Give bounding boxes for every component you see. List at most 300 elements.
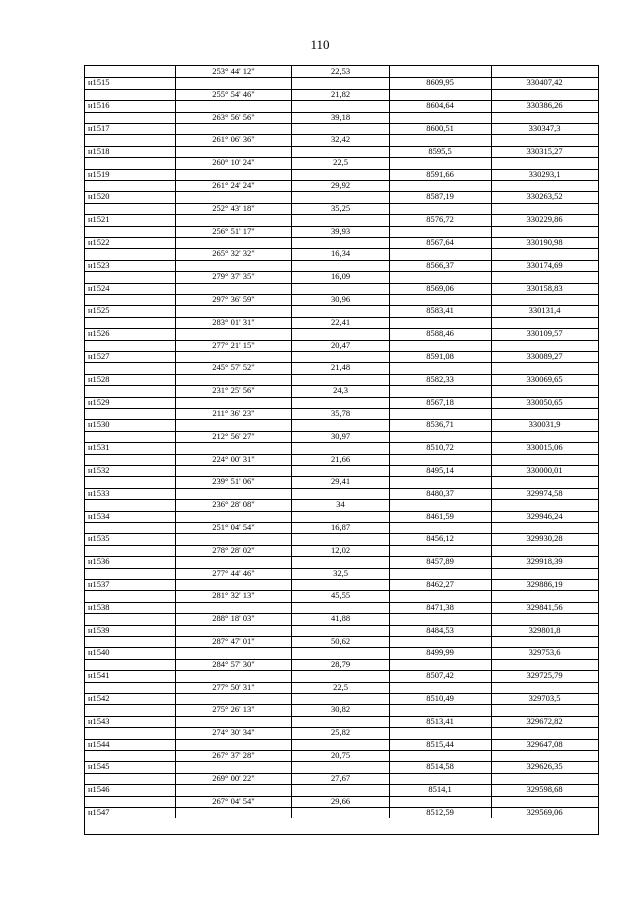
segment-row [85, 682, 598, 693]
segment-row [85, 704, 598, 715]
direction-angle-cell: 297° 36' 59" [212, 294, 255, 304]
point-row [85, 716, 598, 727]
row-divider [85, 716, 598, 717]
point-name-cell: н1536 [88, 556, 110, 567]
segment-row [85, 248, 598, 259]
point-name-cell: н1528 [88, 373, 110, 384]
direction-angle-cell: 260° 10' 24" [212, 157, 255, 168]
row-divider [85, 442, 598, 443]
segment-length-cell: 21,82 [330, 88, 351, 99]
point-name-cell: н1547 [88, 807, 110, 817]
column-divider [291, 66, 292, 818]
segment-row [85, 294, 598, 305]
point-name-cell: н1540 [88, 647, 110, 658]
segment-row [85, 476, 598, 487]
x-coordinate-cell: 8583,41 [426, 305, 454, 316]
direction-angle-cell: 267° 04' 54" [212, 795, 255, 806]
page-number: 110 [310, 37, 330, 52]
point-row [85, 169, 598, 180]
segment-length-cell: 25,82 [330, 727, 351, 738]
point-row [85, 556, 598, 567]
direction-angle-cell: 253° 44' 12" [212, 66, 255, 76]
row-divider [85, 773, 598, 774]
x-coordinate-cell: 8567,64 [426, 237, 454, 247]
direction-angle-cell: 274° 30' 34" [212, 727, 255, 738]
y-coordinate-cell: 329918,39 [526, 556, 563, 567]
x-coordinate-cell: 8595,5 [428, 145, 452, 156]
point-name-cell: н1527 [88, 351, 110, 361]
direction-angle-cell: 231° 25' 56" [212, 385, 255, 396]
segment-length-cell: 29,41 [330, 476, 351, 487]
row-divider [85, 134, 598, 135]
segment-length-cell: 16,87 [330, 522, 351, 532]
y-coordinate-cell: 330229,86 [526, 214, 563, 225]
direction-angle-cell: 277° 50' 31" [212, 681, 255, 692]
y-coordinate-cell: 329598,68 [526, 784, 563, 795]
segment-row [85, 431, 598, 442]
direction-angle-cell: 267° 37' 28" [212, 750, 255, 760]
row-divider [85, 271, 598, 272]
segment-row [85, 454, 598, 465]
row-divider [85, 704, 598, 705]
y-coordinate-cell: 329569,06 [526, 807, 563, 817]
x-coordinate-cell: 8456,12 [426, 533, 454, 544]
point-name-cell: н1530 [88, 419, 110, 430]
point-name-cell: н1546 [88, 784, 110, 795]
point-row [85, 351, 598, 362]
x-coordinate-cell: 8513,41 [426, 715, 454, 726]
point-name-cell: н1539 [88, 624, 110, 635]
direction-angle-cell: 255° 54' 46" [212, 88, 255, 99]
row-divider [85, 351, 598, 352]
x-coordinate-cell: 8510,49 [426, 693, 454, 703]
y-coordinate-cell: 329946,24 [526, 510, 563, 521]
point-row [85, 807, 598, 818]
direction-angle-cell: 236° 28' 08" [212, 499, 255, 510]
row-divider [85, 625, 598, 626]
y-coordinate-cell: 330089,27 [526, 351, 563, 361]
row-divider [85, 408, 598, 409]
segment-length-cell: 21,66 [330, 453, 351, 464]
x-coordinate-cell: 8480,37 [426, 487, 454, 498]
x-coordinate-cell: 8582,33 [426, 373, 454, 384]
segment-length-cell: 22,41 [330, 316, 351, 327]
y-coordinate-cell: 330293,1 [528, 168, 561, 179]
row-divider [85, 89, 598, 90]
direction-angle-cell: 251° 04' 54" [212, 522, 255, 532]
segment-length-cell: 16,34 [330, 248, 351, 259]
y-coordinate-cell: 329753,6 [528, 647, 561, 658]
direction-angle-cell: 281° 32' 13" [212, 590, 255, 601]
point-name-cell: н1545 [88, 761, 110, 772]
point-row [85, 260, 598, 271]
x-coordinate-cell: 8514,1 [428, 784, 452, 795]
point-name-cell: н1529 [88, 396, 110, 407]
segment-length-cell: 21,48 [330, 362, 351, 373]
segment-length-cell: 39,18 [330, 111, 351, 122]
segment-length-cell: 27,67 [330, 772, 351, 783]
row-divider [85, 522, 598, 523]
point-name-cell: н1542 [88, 693, 110, 703]
direction-angle-cell: 283° 01' 31" [212, 316, 255, 327]
x-coordinate-cell: 8604,64 [426, 100, 454, 111]
point-row [85, 305, 598, 316]
y-coordinate-cell: 329974,58 [526, 487, 563, 498]
row-divider [85, 499, 598, 500]
x-coordinate-cell: 8461,59 [426, 510, 454, 521]
segment-row [85, 408, 598, 419]
x-coordinate-cell: 8499,99 [426, 647, 454, 658]
segment-length-cell: 24,3 [333, 385, 348, 396]
x-coordinate-cell: 8591,08 [426, 351, 454, 361]
y-coordinate-cell: 330050,65 [526, 396, 563, 407]
point-row [85, 647, 598, 658]
segment-row [85, 499, 598, 510]
segment-length-cell: 29,92 [330, 180, 351, 190]
point-row [85, 146, 598, 157]
y-coordinate-cell: 329672,82 [526, 715, 563, 726]
row-divider [85, 647, 598, 648]
row-divider [85, 169, 598, 170]
point-name-cell: н1525 [88, 305, 110, 316]
direction-angle-cell: 252° 43' 18" [212, 202, 255, 213]
x-coordinate-cell: 8566,37 [426, 259, 454, 270]
point-name-cell: н1522 [88, 237, 110, 247]
row-divider [85, 533, 598, 534]
segment-length-cell: 28,79 [330, 658, 351, 669]
segment-row [85, 590, 598, 601]
y-coordinate-cell: 330158,83 [526, 282, 563, 293]
y-coordinate-cell: 329801,8 [528, 624, 561, 635]
column-divider [491, 66, 492, 818]
coordinates-table [84, 65, 599, 835]
point-row [85, 77, 598, 88]
segment-length-cell: 35,25 [330, 202, 351, 213]
row-divider [85, 237, 598, 238]
direction-angle-cell: 256° 51' 17" [212, 225, 255, 236]
point-name-cell: н1538 [88, 601, 110, 612]
x-coordinate-cell: 8588,46 [426, 328, 454, 339]
point-name-cell: н1518 [88, 145, 110, 156]
y-coordinate-cell: 330174,69 [526, 259, 563, 270]
x-coordinate-cell: 8600,51 [426, 123, 454, 133]
point-row [85, 488, 598, 499]
x-coordinate-cell: 8484,53 [426, 624, 454, 635]
row-divider [85, 112, 598, 113]
row-divider [85, 374, 598, 375]
point-row [85, 442, 598, 453]
row-divider [85, 613, 598, 614]
direction-angle-cell: 239° 51' 06" [212, 476, 255, 487]
row-divider [85, 214, 598, 215]
point-name-cell: н1541 [88, 670, 110, 681]
row-divider [85, 590, 598, 591]
direction-angle-cell: 263° 56' 56" [212, 111, 255, 122]
row-divider [85, 180, 598, 181]
point-row [85, 214, 598, 225]
x-coordinate-cell: 8514,58 [426, 761, 454, 772]
segment-row [85, 385, 598, 396]
x-coordinate-cell: 8512,59 [426, 807, 454, 817]
point-row [85, 465, 598, 476]
segment-row [85, 226, 598, 237]
point-name-cell: н1534 [88, 510, 110, 521]
row-divider [85, 784, 598, 785]
row-divider [85, 146, 598, 147]
point-row [85, 191, 598, 202]
segment-length-cell: 22,5 [333, 681, 348, 692]
row-divider [85, 465, 598, 466]
point-name-cell: н1531 [88, 442, 110, 453]
row-divider [85, 602, 598, 603]
y-coordinate-cell: 329626,35 [526, 761, 563, 772]
x-coordinate-cell: 8609,95 [426, 77, 454, 88]
y-coordinate-cell: 329886,19 [526, 579, 563, 589]
y-coordinate-cell: 330015,06 [526, 442, 563, 453]
point-row [85, 693, 598, 704]
point-name-cell: н1544 [88, 738, 110, 749]
point-name-cell: н1521 [88, 214, 110, 225]
point-row [85, 625, 598, 636]
point-row [85, 100, 598, 111]
point-row [85, 761, 598, 772]
point-row [85, 328, 598, 339]
segment-row [85, 545, 598, 556]
row-divider [85, 305, 598, 306]
row-divider [85, 397, 598, 398]
x-coordinate-cell: 8495,14 [426, 465, 454, 475]
segment-row [85, 157, 598, 168]
row-divider [85, 727, 598, 728]
segment-length-cell: 29,66 [330, 795, 351, 806]
x-coordinate-cell: 8591,66 [426, 168, 454, 179]
segment-row [85, 362, 598, 373]
row-divider [85, 283, 598, 284]
direction-angle-cell: 269° 00' 22" [212, 772, 255, 783]
segment-row [85, 340, 598, 351]
segment-length-cell: 20,47 [330, 339, 351, 350]
row-divider [85, 340, 598, 341]
point-row [85, 579, 598, 590]
x-coordinate-cell: 8457,89 [426, 556, 454, 567]
direction-angle-cell: 287° 47' 01" [212, 636, 255, 646]
point-name-cell: н1519 [88, 168, 110, 179]
row-divider [85, 454, 598, 455]
direction-angle-cell: 211° 36' 23" [212, 408, 255, 418]
row-divider [85, 670, 598, 671]
point-name-cell: н1517 [88, 123, 110, 133]
y-coordinate-cell: 329703,5 [528, 693, 561, 703]
segment-length-cell: 39,93 [330, 225, 351, 236]
segment-length-cell: 12,02 [330, 544, 351, 555]
point-row [85, 237, 598, 248]
y-coordinate-cell: 330190,98 [526, 237, 563, 247]
y-coordinate-cell: 330386,26 [526, 100, 563, 111]
segment-length-cell: 30,82 [330, 704, 351, 715]
row-divider [85, 191, 598, 192]
y-coordinate-cell: 329930,28 [526, 533, 563, 544]
x-coordinate-cell: 8569,06 [426, 282, 454, 293]
y-coordinate-cell: 330069,65 [526, 373, 563, 384]
direction-angle-cell: 224° 00' 31" [212, 453, 255, 464]
point-row [85, 511, 598, 522]
row-divider [85, 419, 598, 420]
segment-row [85, 112, 598, 123]
row-divider [85, 568, 598, 569]
x-coordinate-cell: 8471,38 [426, 601, 454, 612]
point-row [85, 784, 598, 795]
segment-row [85, 727, 598, 738]
y-coordinate-cell: 329841,56 [526, 601, 563, 612]
point-name-cell: н1516 [88, 100, 110, 111]
segment-length-cell: 41,88 [330, 613, 351, 624]
row-divider [85, 385, 598, 386]
point-row [85, 670, 598, 681]
segment-row [85, 750, 598, 761]
y-coordinate-cell: 330131,4 [528, 305, 561, 316]
y-coordinate-cell: 330315,27 [526, 145, 563, 156]
point-row [85, 739, 598, 750]
segment-length-cell: 50,62 [330, 636, 351, 646]
x-coordinate-cell: 8462,27 [426, 579, 454, 589]
row-divider [85, 100, 598, 101]
direction-angle-cell: 212° 56' 27" [212, 430, 255, 441]
x-coordinate-cell: 8576,72 [426, 214, 454, 225]
row-divider [85, 682, 598, 683]
segment-row [85, 796, 598, 807]
segment-row [85, 613, 598, 624]
direction-angle-cell: 265° 32' 32" [212, 248, 255, 259]
x-coordinate-cell: 8515,44 [426, 738, 454, 749]
point-name-cell: н1524 [88, 282, 110, 293]
segment-length-cell: 32,42 [330, 134, 351, 145]
segment-row [85, 773, 598, 784]
segment-row [85, 271, 598, 282]
point-row [85, 602, 598, 613]
point-name-cell: н1535 [88, 533, 110, 544]
point-row [85, 283, 598, 294]
point-row [85, 123, 598, 134]
column-divider [175, 66, 176, 818]
segment-length-cell: 16,09 [330, 271, 351, 282]
row-divider [85, 123, 598, 124]
point-row [85, 419, 598, 430]
row-divider [85, 796, 598, 797]
y-coordinate-cell: 330031,9 [528, 419, 561, 430]
y-coordinate-cell: 330347,3 [528, 123, 561, 133]
point-name-cell: н1532 [88, 465, 110, 475]
x-coordinate-cell: 8536,71 [426, 419, 454, 430]
segment-length-cell: 30,96 [330, 294, 351, 304]
direction-angle-cell: 279° 37' 35" [212, 271, 255, 282]
direction-angle-cell: 277° 21' 15" [212, 339, 255, 350]
row-divider [85, 511, 598, 512]
row-divider [85, 579, 598, 580]
x-coordinate-cell: 8510,72 [426, 442, 454, 453]
y-coordinate-cell: 330263,52 [526, 191, 563, 202]
row-divider [85, 260, 598, 261]
direction-angle-cell: 275° 26' 13" [212, 704, 255, 715]
row-divider [85, 77, 598, 78]
point-name-cell: н1526 [88, 328, 110, 339]
y-coordinate-cell: 329647,08 [526, 738, 563, 749]
row-divider [85, 248, 598, 249]
direction-angle-cell: 277° 44' 46" [212, 567, 255, 578]
point-name-cell: н1533 [88, 487, 110, 498]
column-divider [389, 66, 390, 818]
segment-row [85, 180, 598, 191]
row-divider [85, 226, 598, 227]
direction-angle-cell: 284° 57' 30" [212, 658, 255, 669]
point-row [85, 397, 598, 408]
row-divider [85, 328, 598, 329]
row-divider [85, 203, 598, 204]
segment-length-cell: 32,5 [333, 567, 348, 578]
segment-length-cell: 20,75 [330, 750, 351, 760]
point-name-cell: н1520 [88, 191, 110, 202]
row-divider [85, 739, 598, 740]
x-coordinate-cell: 8587,19 [426, 191, 454, 202]
point-row [85, 533, 598, 544]
row-divider [85, 362, 598, 363]
segment-row [85, 317, 598, 328]
x-coordinate-cell: 8507,42 [426, 670, 454, 681]
segment-row [85, 659, 598, 670]
direction-angle-cell: 288° 18' 03" [212, 613, 255, 624]
row-divider [85, 556, 598, 557]
point-name-cell: н1515 [88, 77, 110, 88]
y-coordinate-cell: 329725,79 [526, 670, 563, 681]
direction-angle-cell: 261° 24' 24" [212, 180, 255, 190]
row-divider [85, 750, 598, 751]
point-name-cell: н1537 [88, 579, 110, 589]
point-name-cell: н1523 [88, 259, 110, 270]
segment-length-cell: 45,55 [330, 590, 351, 601]
point-name-cell: н1543 [88, 715, 110, 726]
segment-row [85, 66, 598, 77]
row-divider [85, 545, 598, 546]
segment-row [85, 522, 598, 533]
segment-row [85, 89, 598, 100]
row-divider [85, 431, 598, 432]
row-divider [85, 294, 598, 295]
point-row [85, 374, 598, 385]
y-coordinate-cell: 330407,42 [526, 77, 563, 88]
direction-angle-cell: 261° 06' 36" [212, 134, 255, 145]
y-coordinate-cell: 330000,01 [526, 465, 563, 475]
segment-length-cell: 34 [336, 499, 345, 510]
segment-length-cell: 35,78 [330, 408, 351, 418]
y-coordinate-cell: 330109,57 [526, 328, 563, 339]
row-divider [85, 488, 598, 489]
x-coordinate-cell: 8567,18 [426, 396, 454, 407]
direction-angle-cell: 278° 28' 02" [212, 544, 255, 555]
row-divider [85, 659, 598, 660]
segment-row [85, 203, 598, 214]
row-divider [85, 636, 598, 637]
segment-length-cell: 22,5 [333, 157, 348, 168]
row-divider [85, 761, 598, 762]
segment-length-cell: 22,53 [330, 66, 351, 76]
direction-angle-cell: 245° 57' 52" [212, 362, 255, 373]
segment-row [85, 568, 598, 579]
row-divider [85, 157, 598, 158]
row-divider [85, 807, 598, 808]
row-divider [85, 693, 598, 694]
row-divider [85, 317, 598, 318]
segment-row [85, 134, 598, 145]
row-divider [85, 476, 598, 477]
